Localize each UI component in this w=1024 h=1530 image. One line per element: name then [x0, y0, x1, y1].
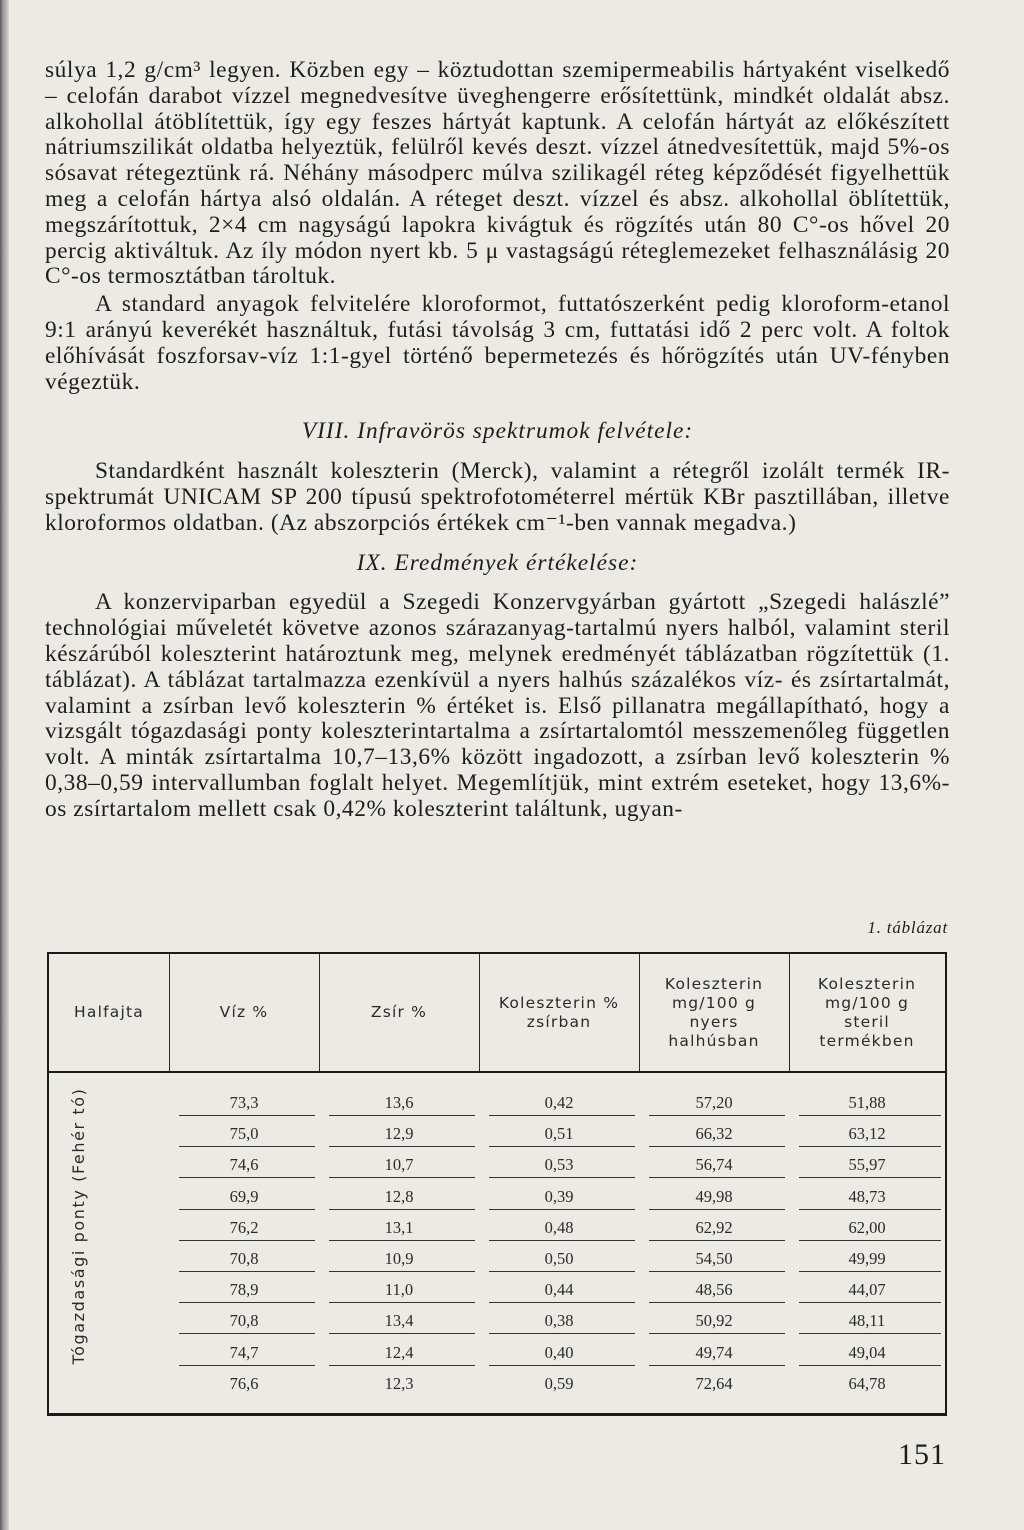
row-rule	[799, 1177, 941, 1178]
section-heading-ix: IX. Eredmények értékelése:	[356, 549, 639, 576]
row-rule	[489, 1209, 635, 1210]
table-cell: 10,7	[384, 1155, 414, 1175]
row-rule	[329, 1240, 475, 1241]
table-cell: 13,6	[384, 1093, 414, 1112]
row-rule	[329, 1209, 475, 1210]
table-cell: 12,3	[384, 1373, 414, 1393]
row-rule	[799, 1302, 941, 1303]
row-rule	[329, 1333, 475, 1334]
table-cell: 70,8	[229, 1249, 259, 1268]
row-rule	[649, 1365, 785, 1366]
table-cell: 49,74	[695, 1342, 733, 1362]
row-rule	[649, 1333, 785, 1334]
table-cell: 44,07	[848, 1280, 886, 1300]
table-row	[49, 1339, 945, 1367]
table-cell: 76,6	[229, 1373, 259, 1393]
table-cell: 73,3	[229, 1093, 259, 1112]
header-halfajta: Halfajta	[74, 1003, 144, 1021]
header-viz: Víz %	[219, 1003, 269, 1021]
row-rule	[799, 1146, 941, 1147]
row-rule	[649, 1271, 785, 1272]
row-rule	[489, 1302, 635, 1303]
row-rule	[799, 1365, 941, 1366]
table-row	[49, 1276, 945, 1304]
section-heading-viii: VIII. Infravörös spektrumok felvétele:	[301, 418, 694, 445]
table-cell: 48,11	[848, 1311, 886, 1331]
table-cell: 49,99	[848, 1249, 886, 1268]
row-rule	[799, 1271, 941, 1272]
table-cell: 54,50	[695, 1249, 733, 1268]
header-zsir: Zsír %	[370, 1003, 428, 1021]
table-cell: 75,0	[229, 1124, 259, 1144]
row-rule	[329, 1115, 475, 1116]
paragraph-3: Standardként használt koleszterin (Merck), valamint a rétegről izolált termék IR-spektrumát UNICAM SP 200 típusú spektrofotométerrel mértük KBr pasztillában, illetve kloroformos oldatban. (Az abszorpciós értékek cm⁻¹-ben vannak megadva.)	[45, 458, 950, 536]
table-cell: 56,74	[695, 1155, 733, 1175]
table-cell: 78,9	[229, 1280, 259, 1300]
table-cell: 48,56	[695, 1280, 733, 1300]
table-cell: 0,50	[544, 1249, 574, 1268]
row-rule	[799, 1333, 941, 1334]
table-cell: 51,88	[848, 1093, 886, 1112]
table-cell: 74,7	[229, 1342, 259, 1362]
row-rule	[649, 1240, 785, 1241]
table-row	[49, 1214, 945, 1242]
table-cell: 70,8	[229, 1311, 259, 1331]
table-cell: 0,44	[544, 1280, 574, 1300]
table-cell: 62,00	[848, 1217, 886, 1237]
table-row	[49, 1245, 945, 1273]
row-rule	[179, 1365, 315, 1366]
table-cell: 0,38	[544, 1311, 574, 1331]
table-cell: 12,9	[384, 1124, 414, 1144]
table-cell: 48,73	[848, 1186, 886, 1206]
table-cell: 72,64	[695, 1373, 733, 1393]
row-rule	[649, 1177, 785, 1178]
table-cell: 0,42	[544, 1093, 574, 1112]
table-cell: 66,32	[695, 1124, 733, 1144]
table-row	[49, 1370, 945, 1398]
table-cell: 69,9	[229, 1186, 259, 1206]
paragraph-4: A konzerviparban egyedül a Szegedi Konzervgyárban gyártott „Szegedi halászlé” technológiai műveletét követve azonos szárazanyag-tartalmú nyers halból, valamint steril készárúból koleszterint határoztunk meg, melynek eredményét táblázatban rögzítettük (1. táblázat). A táblázat tartalmazza ezenkívül a nyers halhús százalékos víz- és zsírtartalmát, valamint a zsírban levő koleszterin % értéket is. Első pillanatra megállapítható, hogy a vizsgált tógazdasági ponty koleszterintartalma a zsírtartalomtól messzemenőleg független volt. A minták zsírtartalma 10,7–13,6% között ingadozott, a zsírban levő koleszterin % 0,38–0,59 intervallumban foglalt helyet. Megemlítjük, mint extrém eseteket, hogy 13,6%-os zsírtartalom mellett csak 0,42% koleszterint találtunk, ugyan-	[45, 589, 950, 822]
body-text	[45, 58, 950, 823]
table-cell: 0,39	[544, 1186, 574, 1206]
row-rule	[649, 1209, 785, 1210]
row-rule	[489, 1240, 635, 1241]
paragraph-2: A standard anyagok felvitelére kloroformot, futtatószerként pedig kloroform-etanol 9:1 arányú keverékét használtuk, futási távolság 3 cm, futtatási idő 2 perc volt. A foltok előhívását foszforsav-víz 1:1-gyel történő bepermetezés és hőrögzítés után UV-fényben végeztük.	[45, 291, 950, 395]
table-cell: 49,04	[848, 1342, 886, 1362]
row-rule	[179, 1177, 315, 1178]
table-cell: 13,4	[384, 1311, 414, 1331]
row-rule	[179, 1302, 315, 1303]
table-cell: 12,4	[384, 1342, 414, 1362]
row-rule	[649, 1302, 785, 1303]
row-rule	[489, 1177, 635, 1178]
row-rule	[329, 1177, 475, 1178]
table-cell: 12,8	[384, 1186, 414, 1206]
table-cell: 57,20	[695, 1093, 733, 1112]
table-caption: 1. táblázat	[867, 918, 948, 937]
row-rule	[799, 1115, 941, 1116]
table-row	[49, 1120, 945, 1148]
table-cell: 74,6	[229, 1155, 259, 1175]
row-rule	[489, 1333, 635, 1334]
row-rule	[799, 1240, 941, 1241]
table-cell: 64,78	[848, 1373, 886, 1393]
row-rule	[649, 1146, 785, 1147]
row-rule	[179, 1333, 315, 1334]
row-rule	[179, 1209, 315, 1210]
row-rule	[649, 1115, 785, 1116]
table-cell: 0,59	[544, 1373, 574, 1393]
row-rule	[179, 1240, 315, 1241]
row-rule	[329, 1146, 475, 1147]
table-row	[49, 1151, 945, 1179]
table-cell: 13,1	[384, 1217, 414, 1237]
table-cell: 0,51	[544, 1124, 574, 1144]
row-rule	[489, 1146, 635, 1147]
row-rule	[179, 1115, 315, 1116]
row-rule	[329, 1271, 475, 1272]
table-cell: 49,98	[695, 1186, 733, 1206]
table-row	[49, 1089, 945, 1117]
row-rule	[179, 1271, 315, 1272]
table-cell: 55,97	[848, 1155, 886, 1175]
table-cell: 62,92	[695, 1217, 733, 1237]
table-row	[49, 1307, 945, 1335]
row-rule	[799, 1209, 941, 1210]
row-rule	[489, 1365, 635, 1366]
page-number: 151	[898, 1438, 946, 1471]
table-cell: 63,12	[848, 1124, 886, 1144]
table-cell: 0,40	[544, 1342, 574, 1362]
table-cell: 0,53	[544, 1155, 574, 1175]
paragraph-1: súlya 1,2 g/cm³ legyen. Közben egy – köztudottan szemipermeabilis hártyaként viselkedő – celofán darabot vízzel megnedvesítve üveghengerre erősítettünk, mindkét oldalát absz. alkohollal átöblítettük, így egy feszes hártyát kaptunk. A celofán hártyát az előkészített nátriumszilikát oldatba helyeztük, felülről kevés deszt. vízzel átnedvesítettük, majd 5%-os sósavat rétegeztünk rá. Néhány másodperc múlva szilikagél réteg képződését figyelhettük meg a celofán hártya alsó oldalán. A réteget deszt. vízzel és absz. alkohollal öblítettük, megszárítottuk, 2×4 cm nagyságú lapokra kivágtuk és rögzítés után 80 C°-os hővel 20 percig aktiváltuk. Az íly módon nyert kb. 5 μ vastagságú réteglemezeket felhasználásig 20 C°-os termosztátban tároltuk.	[45, 57, 950, 290]
row-rule	[489, 1271, 635, 1272]
table-cell: 76,2	[229, 1217, 259, 1237]
data-table	[47, 952, 947, 1416]
row-rule	[329, 1302, 475, 1303]
header-koleszterin-zsirban: Koleszterin % zsírban	[498, 993, 620, 1031]
page-binding-edge	[0, 0, 9, 1530]
group-label: Tógazdasági ponty (Fehér tó)	[69, 1087, 88, 1365]
row-rule	[489, 1115, 635, 1116]
row-rule	[329, 1365, 475, 1366]
table-row	[49, 1183, 945, 1211]
table-cell: 11,0	[384, 1280, 414, 1300]
table-cell: 50,92	[695, 1311, 733, 1331]
table-cell: 0,48	[544, 1217, 574, 1237]
row-rule	[179, 1146, 315, 1147]
header-koleszterin-steril: Koleszterin mg/100 g steril termékben	[817, 974, 917, 1050]
table-cell: 10,9	[384, 1249, 414, 1268]
header-koleszterin-nyers: Koleszterin mg/100 g nyers halhúsban	[664, 974, 764, 1050]
table-header	[49, 954, 945, 1073]
